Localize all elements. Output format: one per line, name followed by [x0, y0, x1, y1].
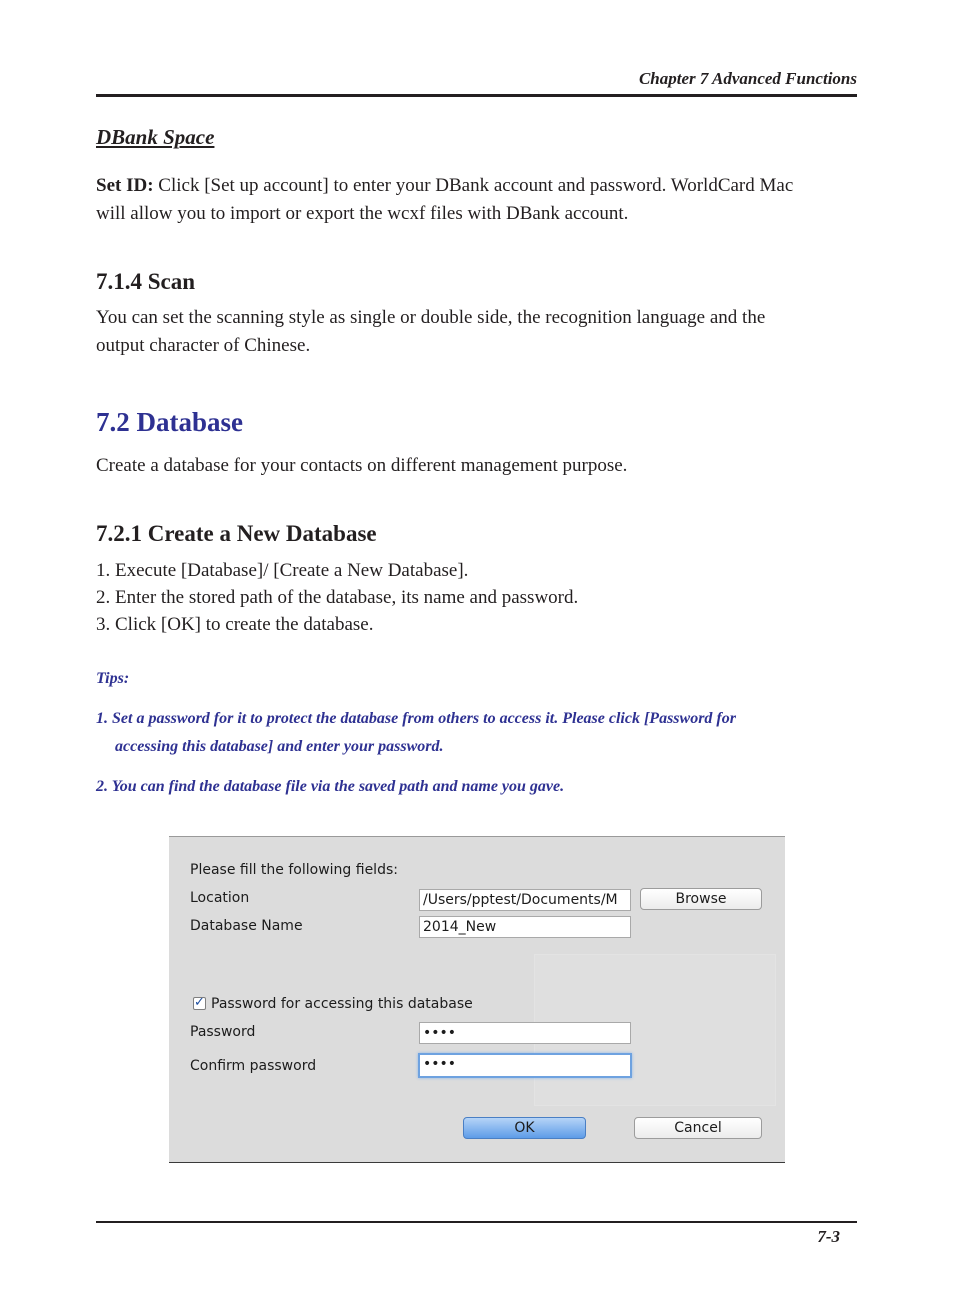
dialog-intro: Please fill the following fields: — [190, 862, 398, 878]
step-3: 3. Click [OK] to create the database. — [96, 614, 374, 635]
dbank-heading: DBank Space — [96, 125, 215, 149]
location-field[interactable]: /Users/pptest/Documents/M — [419, 889, 631, 911]
password-checkbox[interactable] — [193, 997, 206, 1010]
browse-button[interactable]: Browse — [640, 888, 762, 910]
scan-line1: You can set the scanning style as single or double side, the recognition language and the — [96, 307, 766, 328]
step-2: 2. Enter the stored path of the database, its name and password. — [96, 587, 579, 608]
tips-title: Tips: — [96, 670, 130, 687]
database-name-label: Database Name — [190, 918, 303, 934]
password-label: Password — [190, 1024, 256, 1040]
tip-1-line2: accessing this database] and enter your password. — [115, 738, 444, 755]
confirm-password-label: Confirm password — [190, 1058, 317, 1074]
chapter-header: Chapter 7 Advanced Functions — [638, 69, 857, 88]
setid-label: Set ID: — [96, 175, 154, 196]
password-field[interactable]: •••• — [419, 1022, 631, 1044]
password-checkbox-label: Password for accessing this database — [211, 996, 473, 1012]
checkmark-icon: ✓ — [194, 995, 205, 1010]
confirm-password-field[interactable]: •••• — [418, 1053, 632, 1078]
create-database-dialog — [169, 836, 785, 1163]
location-label: Location — [190, 890, 250, 906]
cancel-button[interactable]: Cancel — [634, 1117, 762, 1139]
header-rule — [96, 94, 857, 97]
scan-heading: 7.1.4 Scan — [96, 269, 196, 294]
database-heading: 7.2 Database — [96, 407, 243, 437]
database-paragraph: Create a database for your contacts on different management purpose. — [96, 455, 628, 476]
step-1: 1. Execute [Database]/ [Create a New Database]. — [96, 560, 469, 581]
page-number: 7-3 — [817, 1227, 840, 1246]
dbank-paragraph — [96, 172, 861, 228]
create-heading: 7.2.1 Create a New Database — [96, 521, 377, 546]
scan-paragraph — [96, 304, 861, 360]
database-name-field[interactable]: 2014_New — [419, 916, 631, 938]
footer-rule — [96, 1221, 857, 1223]
setid-text-line2: will allow you to import or export the wcxf files with DBank account. — [96, 203, 629, 224]
tip-2: 2. You can find the database file via the saved path and name you gave. — [96, 778, 565, 795]
tip-1-line1: 1. Set a password for it to protect the database from others to access it. Please click [Password for — [96, 710, 736, 727]
scan-line2: output character of Chinese. — [96, 335, 311, 356]
setid-text-line1: Click [Set up account] to enter your DBank account and password. WorldCard Mac — [153, 175, 794, 196]
ok-button[interactable]: OK — [463, 1117, 586, 1139]
